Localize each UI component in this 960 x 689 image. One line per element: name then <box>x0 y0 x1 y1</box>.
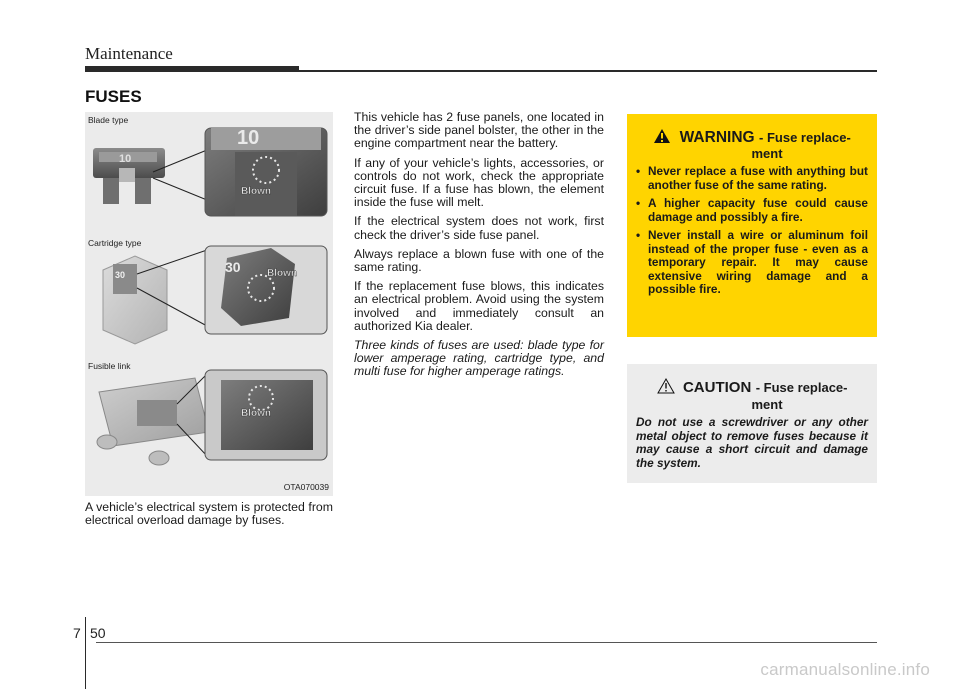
warning-header <box>627 128 877 161</box>
paragraph-3: If the electrical system does not work, first check the driver’s side fuse panel. <box>354 214 604 242</box>
fuse-types-note: Three kinds of fuses are used: blade type for lower amperage rating, cartridge type, and multi fuse for higher amperage ratings. <box>354 338 604 379</box>
blade-zoom <box>205 128 327 216</box>
cartridge-zoom <box>205 246 327 334</box>
warning-icon <box>653 128 671 144</box>
caution-title: - Fuse replace- <box>755 380 848 395</box>
paragraph-2: If any of your vehicle’s lights, accessories, or controls do not work, check the appropriate circuit fuse. If a fuse has blown, the element inside the fuse will melt. <box>354 155 604 210</box>
bullet: • <box>636 228 641 242</box>
page-header-title: Maintenance <box>85 44 173 63</box>
fusible-link <box>97 374 209 465</box>
label-blade-type: Blade type <box>88 115 129 125</box>
warning-list <box>636 165 868 302</box>
warning-label: WARNING <box>679 129 755 146</box>
cartridge-zoom-number: 30 <box>225 259 241 275</box>
warning-title-cont: ment <box>751 146 783 161</box>
paragraph-5: If the replacement fuse blows, this indicates an electrical problem. Avoid using the system involved and immediately consult an authorized Kia dealer. <box>354 279 604 333</box>
caution-box <box>627 364 877 483</box>
caution-title-cont: ment <box>751 397 783 412</box>
header-bar-thin <box>299 70 877 72</box>
cartridge-fuse-number: 30 <box>115 270 126 280</box>
fusible-blown-text: Blown <box>241 408 271 419</box>
footer-rule <box>96 642 877 643</box>
caution-icon <box>657 378 675 394</box>
bullet: • <box>636 196 641 210</box>
section-number: 7 <box>73 625 81 641</box>
warning-box <box>627 114 877 337</box>
blade-zoom-number: 10 <box>237 127 260 149</box>
fuse-drawings <box>85 112 333 496</box>
blade-fuse <box>93 148 207 204</box>
caution-label: CAUTION <box>682 379 752 396</box>
warning-item: • A higher capacity fuse could cause damage and possibly a fire. <box>636 196 868 224</box>
cartridge-blown-text: Blown <box>267 268 297 279</box>
blade-blown-text: Blown <box>241 186 271 197</box>
warning-item: • Never install a wire or aluminum foil instead of the proper fuse - even as a temporary repair. It may cause extensive wiring damage and a possible fire. <box>636 228 868 296</box>
label-cartridge-type: Cartridge type <box>88 238 142 248</box>
warning-title: - Fuse replace- <box>759 130 851 145</box>
cartridge-fuse <box>103 250 207 344</box>
warning-item: • Never replace a fuse with anything but another fuse of the same rating. <box>636 164 868 192</box>
intro-paragraph: A vehicle’s electrical system is protected from electrical overload damage by fuses. <box>85 500 333 528</box>
page-number: 50 <box>90 625 106 641</box>
paragraph-1: This vehicle has 2 fuse panels, one located in the driver’s side panel bolster, the other in the engine compartment near the battery. <box>354 110 604 151</box>
bullet: • <box>636 164 641 178</box>
figure-code: OTA070039 <box>283 482 329 492</box>
blade-fuse-number: 10 <box>119 153 132 165</box>
header-bar-thick <box>85 66 299 72</box>
caution-header <box>627 378 877 412</box>
watermark: carmanualsonline.info <box>760 660 930 679</box>
label-fusible-link: Fusible link <box>88 361 131 371</box>
section-title: FUSES <box>85 87 142 106</box>
fuse-info-column <box>354 111 604 385</box>
footer-divider <box>85 617 86 689</box>
caution-body: Do not use a screwdriver or any other metal object to remove fuses because it may cause a short circuit and damage the system. <box>636 415 868 470</box>
fuse-illustration <box>85 112 333 496</box>
paragraph-4: Always replace a blown fuse with one of the same rating. <box>354 246 604 275</box>
